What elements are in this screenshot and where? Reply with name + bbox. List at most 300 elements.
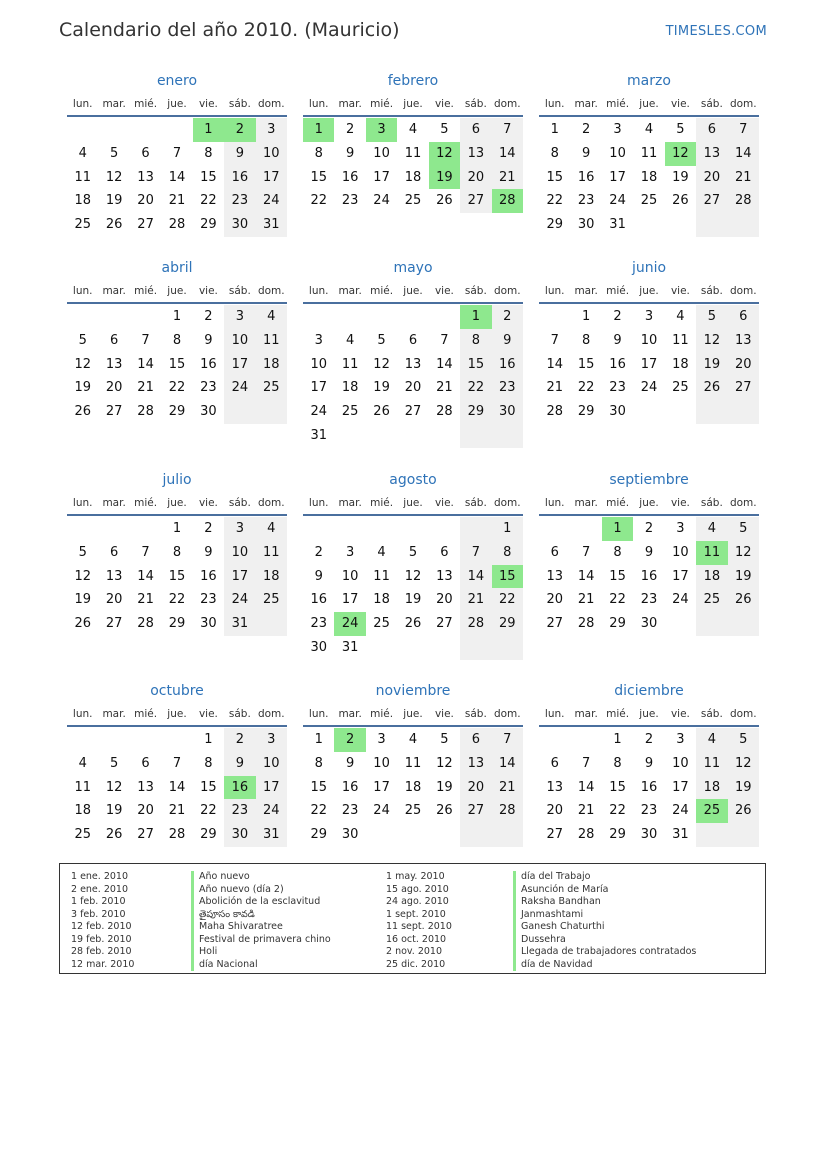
calendar-day: 24 xyxy=(640,380,658,396)
legend-right-dates xyxy=(386,871,452,971)
calendar-day: 23 xyxy=(231,193,249,209)
calendar-day: 30 xyxy=(640,616,658,632)
holiday-day: 3 xyxy=(366,118,397,142)
calendar-day: 30 xyxy=(499,404,516,420)
weekday-header: lun. xyxy=(308,708,329,720)
month-header-rule xyxy=(539,514,759,516)
calendar-day: 3 xyxy=(377,732,386,747)
calendar-day: 3 xyxy=(267,122,276,137)
legend-entry: 16 oct. 2010 xyxy=(386,933,447,945)
weekday-header: mié. xyxy=(606,285,630,297)
legend-entry: Año nuevo xyxy=(199,871,250,882)
calendar-day: 12 xyxy=(404,568,422,584)
weekday-header: mié. xyxy=(370,285,394,297)
calendar-day: 17 xyxy=(672,568,689,584)
holiday-day: 12 xyxy=(429,142,460,166)
calendar-day: 19 xyxy=(436,779,453,795)
calendar-day: 22 xyxy=(609,803,626,819)
calendar-day: 21 xyxy=(499,779,516,795)
calendar-day: 4 xyxy=(408,732,418,747)
calendar-day: 16 xyxy=(310,592,327,608)
calendar-day: 14 xyxy=(436,356,453,372)
calendar-day: 27 xyxy=(404,404,422,420)
calendar-day: 23 xyxy=(200,380,217,396)
calendar-day: 15 xyxy=(546,169,563,185)
calendar-day: 10 xyxy=(640,332,658,348)
calendar-day: 26 xyxy=(735,592,752,608)
weekday-header: lun. xyxy=(544,285,565,297)
calendar-day: 23 xyxy=(609,380,626,396)
calendar-day: 29 xyxy=(499,616,516,632)
calendar-day: 17 xyxy=(373,169,390,185)
calendar-day: 23 xyxy=(640,803,658,819)
month-name: octubre xyxy=(150,683,204,699)
calendar-day: 27 xyxy=(137,217,154,233)
calendar-day: 29 xyxy=(577,404,595,420)
calendar-day: 9 xyxy=(204,544,213,560)
calendar-day: 11 xyxy=(263,332,280,348)
legend-entry: Holi xyxy=(199,946,218,957)
calendar-day: 19 xyxy=(703,356,721,372)
weekday-header: sáb. xyxy=(228,708,251,720)
calendar-day: 28 xyxy=(137,616,154,632)
calendar-day: 15 xyxy=(609,568,626,584)
calendar-day: 4 xyxy=(408,122,418,137)
calendar-day: 6 xyxy=(550,755,559,771)
legend-entry: Dussehra xyxy=(521,933,566,945)
calendar-day: 31 xyxy=(609,217,626,233)
calendar-day: 23 xyxy=(499,380,516,396)
calendar-day: 6 xyxy=(550,544,559,560)
calendar-day: 6 xyxy=(109,544,119,560)
calendar-day: 25 xyxy=(404,193,422,209)
month-header-rule xyxy=(539,115,759,117)
calendar-day: 5 xyxy=(440,122,449,137)
calendar-day: 14 xyxy=(577,779,595,795)
calendar-day: 29 xyxy=(200,827,217,843)
months-grid xyxy=(67,0,767,860)
calendar-day: 2 xyxy=(235,732,244,747)
calendar-day: 21 xyxy=(168,193,186,209)
weekday-header: vie. xyxy=(670,285,690,297)
calendar-day: 2 xyxy=(644,521,654,536)
calendar-day: 7 xyxy=(141,544,150,560)
calendar-day: 1 xyxy=(204,732,213,747)
calendar-day: 28 xyxy=(168,827,186,843)
calendar-day: 4 xyxy=(707,732,716,747)
calendar-day: 17 xyxy=(341,592,359,608)
calendar-day: 8 xyxy=(172,544,182,560)
calendar-day: 16 xyxy=(231,169,249,185)
calendar-day: 19 xyxy=(105,803,123,819)
calendar-day: 25 xyxy=(263,592,280,608)
calendar-day: 22 xyxy=(546,193,563,209)
weekday-header: jue. xyxy=(167,708,187,720)
month-header-rule xyxy=(67,725,287,727)
calendar-day: 3 xyxy=(613,122,622,137)
month-header-rule xyxy=(539,725,759,727)
calendar-day: 2 xyxy=(204,309,213,324)
calendar-day: 18 xyxy=(263,568,280,584)
calendar-day: 30 xyxy=(640,827,658,843)
calendar-day: 9 xyxy=(345,145,355,161)
calendar-day: 8 xyxy=(613,755,622,771)
weekday-header: vie. xyxy=(434,497,454,509)
calendar-day: 3 xyxy=(235,521,244,536)
calendar-day: 9 xyxy=(204,332,213,348)
calendar-day: 2 xyxy=(204,521,213,536)
calendar-day: 24 xyxy=(263,803,280,819)
calendar-day: 14 xyxy=(499,755,516,771)
legend-entry: 1 ene. 2010 xyxy=(71,871,128,882)
calendar-day: 20 xyxy=(137,193,154,209)
calendar-day: 11 xyxy=(404,145,422,161)
weekday-header: sáb. xyxy=(228,285,251,297)
calendar-day: 12 xyxy=(105,169,123,185)
weekday-header: lun. xyxy=(308,98,329,110)
calendar-day: 18 xyxy=(74,193,91,209)
calendar-day: 5 xyxy=(109,145,119,161)
month-name: junio xyxy=(631,260,667,276)
calendar-day: 26 xyxy=(74,404,91,420)
calendar-day: 3 xyxy=(676,732,685,747)
legend-entry: 1 sept. 2010 xyxy=(386,908,446,920)
calendar-day: 18 xyxy=(703,568,721,584)
weekday-header: vie. xyxy=(198,708,218,720)
calendar-day: 24 xyxy=(672,592,689,608)
month-header-rule xyxy=(539,302,759,304)
holiday-day: 16 xyxy=(224,776,255,800)
calendar-day: 20 xyxy=(137,803,154,819)
calendar-day: 3 xyxy=(267,732,276,747)
calendar-day: 2 xyxy=(503,309,512,324)
calendar-day: 7 xyxy=(503,732,512,747)
calendar-day: 10 xyxy=(609,145,626,161)
calendar-day: 30 xyxy=(341,827,359,843)
weekday-header: mar. xyxy=(338,98,362,110)
calendar-day: 18 xyxy=(373,592,390,608)
calendar-day: 24 xyxy=(609,193,626,209)
weekday-header: vie. xyxy=(434,98,454,110)
calendar-day: 31 xyxy=(263,827,280,843)
calendar-day: 12 xyxy=(436,755,453,771)
calendar-day: 26 xyxy=(373,404,390,420)
calendar-day: 10 xyxy=(373,755,390,771)
calendar-day: 17 xyxy=(640,356,658,372)
legend-entry: Janmashtami xyxy=(521,908,584,920)
calendar-day: 29 xyxy=(168,616,186,632)
calendar-day: 7 xyxy=(471,544,480,560)
calendar-day: 8 xyxy=(550,145,559,161)
month-name: febrero xyxy=(387,73,439,89)
calendar-day: 28 xyxy=(467,616,485,632)
calendar-day: 21 xyxy=(546,380,563,396)
calendar-day: 5 xyxy=(676,122,685,137)
weekday-header: lun. xyxy=(72,285,93,297)
calendar-day: 21 xyxy=(577,592,595,608)
calendar-day: 1 xyxy=(550,122,559,137)
weekday-header: dom. xyxy=(493,708,521,720)
calendar-day: 23 xyxy=(577,193,595,209)
calendar-day: 9 xyxy=(235,145,244,161)
month-header-rule xyxy=(67,302,287,304)
calendar-day: 22 xyxy=(310,193,327,209)
calendar-day: 9 xyxy=(644,755,654,771)
calendar-day: 12 xyxy=(74,568,91,584)
calendar-day: 13 xyxy=(137,169,154,185)
legend-entry: Ganesh Chaturthi xyxy=(521,921,605,932)
calendar-day: 19 xyxy=(735,779,752,795)
legend-left-names xyxy=(199,871,331,971)
calendar-day: 8 xyxy=(204,755,213,771)
calendar-day: 9 xyxy=(503,332,512,348)
holiday-day: 1 xyxy=(193,118,224,142)
calendar-day: 27 xyxy=(546,827,563,843)
calendar-day: 25 xyxy=(640,193,658,209)
calendar-day: 12 xyxy=(703,332,721,348)
weekday-header: jue. xyxy=(403,98,423,110)
calendar-day: 22 xyxy=(310,803,327,819)
calendar-day: 19 xyxy=(672,169,689,185)
calendar-day: 26 xyxy=(105,827,123,843)
weekday-header: sáb. xyxy=(228,497,251,509)
calendar-day: 17 xyxy=(231,568,249,584)
calendar-day: 8 xyxy=(613,544,622,560)
holiday-day: 1 xyxy=(460,305,491,329)
calendar-day: 22 xyxy=(168,380,186,396)
calendar-day: 7 xyxy=(172,755,182,771)
weekday-header: sáb. xyxy=(700,98,723,110)
calendar-day: 5 xyxy=(377,332,386,348)
calendar-day: 11 xyxy=(341,356,359,372)
calendar-day: 14 xyxy=(168,779,186,795)
calendar-day: 25 xyxy=(341,404,359,420)
calendar-day: 21 xyxy=(577,803,595,819)
weekday-header: vie. xyxy=(670,497,690,509)
calendar-day: 11 xyxy=(263,544,280,560)
calendar-day: 10 xyxy=(373,145,390,161)
calendar-day: 24 xyxy=(672,803,689,819)
calendar-day: 29 xyxy=(168,404,186,420)
holiday-day: 11 xyxy=(696,541,727,565)
calendar-day: 12 xyxy=(735,544,752,560)
calendar-day: 17 xyxy=(609,169,626,185)
legend-left-dates xyxy=(71,871,134,971)
calendar-day: 27 xyxy=(436,616,453,632)
calendar-day: 29 xyxy=(467,404,485,420)
calendar-day: 16 xyxy=(609,356,626,372)
weekday-header: mar. xyxy=(102,708,126,720)
calendar-day: 5 xyxy=(408,544,418,560)
calendar-day: 12 xyxy=(735,755,752,771)
calendar-day: 2 xyxy=(613,309,622,324)
calendar-day: 19 xyxy=(373,380,390,396)
calendar-day: 22 xyxy=(499,592,516,608)
month-header-rule xyxy=(303,514,523,516)
calendar-day: 16 xyxy=(640,779,658,795)
calendar-day: 14 xyxy=(577,568,595,584)
calendar-day: 3 xyxy=(235,309,244,324)
weekday-header: sáb. xyxy=(464,497,487,509)
calendar-day: 20 xyxy=(404,380,422,396)
weekday-header: mar. xyxy=(338,497,362,509)
weekday-header: jue. xyxy=(403,497,423,509)
calendar-day: 16 xyxy=(499,356,516,372)
calendar-day: 19 xyxy=(74,380,91,396)
weekday-header: mié. xyxy=(134,98,158,110)
weekday-header: mar. xyxy=(574,708,598,720)
weekday-header: vie. xyxy=(198,98,218,110)
calendar-day: 7 xyxy=(581,755,591,771)
calendar-day: 11 xyxy=(640,145,658,161)
calendar-day: 4 xyxy=(78,145,87,161)
weekday-header: dom. xyxy=(493,98,521,110)
calendar-day: 26 xyxy=(703,380,721,396)
calendar-day: 15 xyxy=(200,169,217,185)
legend-entry: día de Navidad xyxy=(521,958,593,970)
weekday-header: sáb. xyxy=(464,98,487,110)
legend-entry: Raksha Bandhan xyxy=(521,896,601,907)
calendar-day: 4 xyxy=(707,521,716,536)
calendar-day: 3 xyxy=(345,544,355,560)
calendar-day: 13 xyxy=(404,356,422,372)
weekday-header: lun. xyxy=(544,708,565,720)
calendar-day: 7 xyxy=(141,332,150,348)
calendar-day: 25 xyxy=(404,803,422,819)
calendar-day: 17 xyxy=(263,169,280,185)
month-name: mayo xyxy=(393,260,433,276)
brand-logo-text[interactable]: TIMESLES.COM xyxy=(665,24,767,39)
calendar-day: 11 xyxy=(672,332,689,348)
calendar-day: 18 xyxy=(640,169,658,185)
holiday-legend xyxy=(59,863,766,974)
legend-entry: 2 ene. 2010 xyxy=(71,883,128,895)
calendar-day: 29 xyxy=(609,827,626,843)
weekday-header: vie. xyxy=(670,708,690,720)
calendar-day: 15 xyxy=(168,356,186,372)
calendar-day: 10 xyxy=(672,544,689,560)
legend-entry: Abolición de la esclavitud xyxy=(199,896,321,907)
calendar-day: 27 xyxy=(703,193,721,209)
legend-entry: día del Trabajo xyxy=(521,871,591,882)
calendar-day: 25 xyxy=(703,592,721,608)
legend-entry: 19 feb. 2010 xyxy=(71,933,132,945)
calendar-day: 26 xyxy=(672,193,689,209)
calendar-day: 31 xyxy=(341,640,359,655)
calendar-day: 4 xyxy=(267,309,276,324)
calendar-day: 6 xyxy=(408,332,418,348)
holiday-day: 19 xyxy=(429,166,460,190)
month-name: noviembre xyxy=(375,683,451,699)
calendar-day: 26 xyxy=(74,616,91,632)
calendar-day: 28 xyxy=(577,616,595,632)
weekday-header: dom. xyxy=(729,708,757,720)
calendar-day: 31 xyxy=(672,827,689,843)
calendar-day: 16 xyxy=(200,568,217,584)
weekday-header: jue. xyxy=(639,98,659,110)
calendar-day: 10 xyxy=(231,332,249,348)
weekday-header: jue. xyxy=(403,285,423,297)
calendar-day: 27 xyxy=(105,616,123,632)
legend-entry: 15 ago. 2010 xyxy=(386,883,449,895)
calendar-day: 9 xyxy=(345,755,355,771)
calendar-day: 10 xyxy=(672,755,689,771)
calendar-day: 13 xyxy=(105,356,123,372)
legend-entry: 12 feb. 2010 xyxy=(71,921,132,932)
weekday-header: dom. xyxy=(257,285,285,297)
calendar-day: 8 xyxy=(204,145,213,161)
calendar-day: 7 xyxy=(581,544,591,560)
weekday-header: sáb. xyxy=(700,285,723,297)
calendar-day: 17 xyxy=(310,380,327,396)
legend-entry: Año nuevo (día 2) xyxy=(199,883,284,895)
calendar-day: 9 xyxy=(314,568,323,584)
calendar-day: 11 xyxy=(74,779,91,795)
calendar-day: 28 xyxy=(436,404,453,420)
calendar-day: 16 xyxy=(341,169,359,185)
calendar-day: 14 xyxy=(137,356,154,372)
calendar-day: 22 xyxy=(467,380,485,396)
legend-entry: 2 nov. 2010 xyxy=(386,946,442,957)
calendar-day: 15 xyxy=(310,779,327,795)
calendar-day: 26 xyxy=(735,803,752,819)
calendar-day: 14 xyxy=(467,568,485,584)
weekday-header: jue. xyxy=(167,497,187,509)
weekday-header: mié. xyxy=(606,708,630,720)
weekday-header: jue. xyxy=(639,708,659,720)
month-header-rule xyxy=(303,115,523,117)
calendar-day: 29 xyxy=(310,827,327,843)
calendar-day: 25 xyxy=(263,380,280,396)
calendar-day: 20 xyxy=(703,169,721,185)
calendar-day: 13 xyxy=(703,145,721,161)
calendar-day: 5 xyxy=(78,544,87,560)
legend-entry: Festival de primavera chino xyxy=(199,933,331,945)
calendar-day: 27 xyxy=(546,616,563,632)
calendar-day: 13 xyxy=(546,779,563,795)
calendar-day: 5 xyxy=(739,521,748,536)
calendar-day: 14 xyxy=(546,356,563,372)
calendar-day: 18 xyxy=(404,169,422,185)
weekday-header: mar. xyxy=(102,497,126,509)
holiday-day: 1 xyxy=(602,517,633,541)
calendar-day: 21 xyxy=(137,592,154,608)
calendar-day: 28 xyxy=(499,803,516,819)
calendar-day: 31 xyxy=(310,428,327,443)
holiday-day: 12 xyxy=(665,142,696,166)
calendar-day: 2 xyxy=(314,544,323,560)
calendar-day: 23 xyxy=(200,592,217,608)
weekday-header: mar. xyxy=(338,285,362,297)
calendar-day: 7 xyxy=(550,332,559,348)
month-header-rule xyxy=(67,115,287,117)
calendar-day: 25 xyxy=(74,217,91,233)
calendar-day: 14 xyxy=(168,169,186,185)
holiday-day: 15 xyxy=(492,565,523,589)
calendar-day: 5 xyxy=(78,332,87,348)
holiday-day: 2 xyxy=(224,118,255,142)
legend-entry: 3 feb. 2010 xyxy=(71,908,126,920)
weekday-header: mié. xyxy=(370,497,394,509)
legend-entry: 24 ago. 2010 xyxy=(386,896,449,907)
month-header-rule xyxy=(303,725,523,727)
calendar-day: 6 xyxy=(471,732,480,747)
calendar-day: 9 xyxy=(613,332,622,348)
legend-entry: día Nacional xyxy=(199,958,258,970)
calendar-day: 31 xyxy=(231,616,249,632)
calendar-day: 4 xyxy=(644,122,654,137)
calendar-day: 3 xyxy=(314,332,323,348)
